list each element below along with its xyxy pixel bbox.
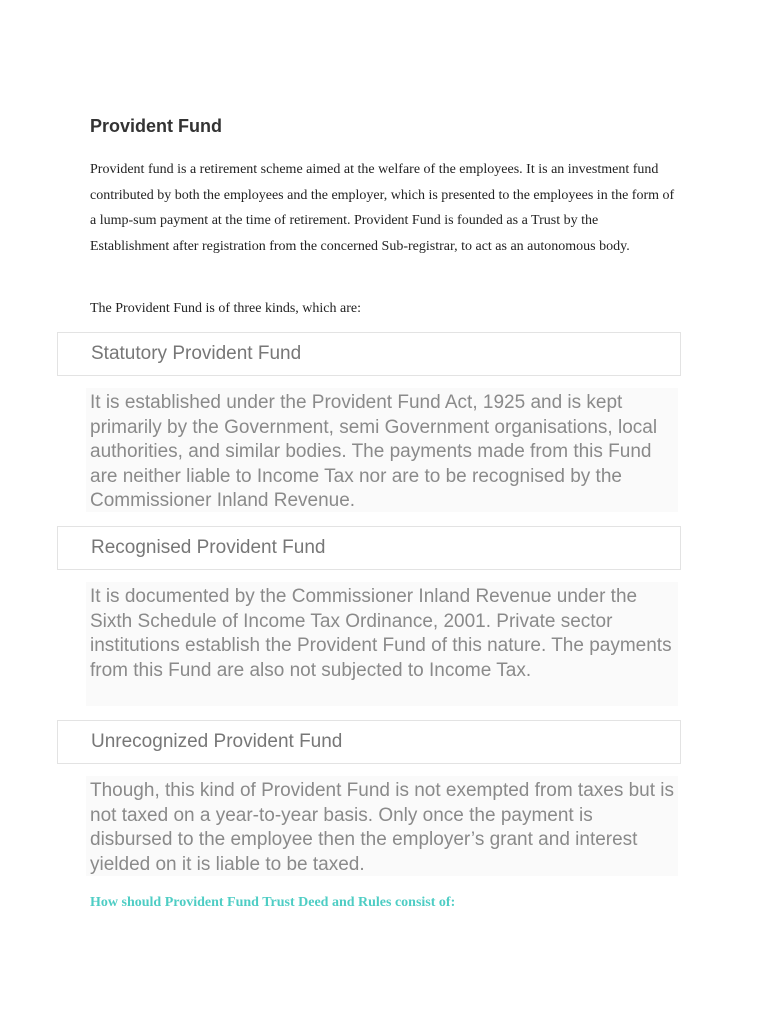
kinds-intro-text: The Provident Fund is of three kinds, which are:	[90, 301, 362, 316]
kind-body-recognised: It is documented by the Commissioner Inland Revenue under the Sixth Schedule of Income Tax Ordinance, 2001. Private sector institutions establish the Provident Fund of this nature. The payments from this Fund are also not subjected to Income Tax.	[86, 582, 678, 706]
kind-header-statutory[interactable]	[57, 332, 681, 376]
kind-body-unrecognized: Though, this kind of Provident Fund is not exempted from taxes but is not taxed on a year-to-year basis. Only once the payment is disbursed to the employee then the employer’s grant and interest yielded on it is liable to be taxed.	[86, 776, 678, 876]
trust-deed-heading-link[interactable]: How should Provident Fund Trust Deed and Rules consist of:	[90, 895, 456, 910]
kind-heading-recognised: Recognised Provident Fund	[91, 537, 326, 558]
intro-paragraph: Provident fund is a retirement scheme aimed at the welfare of the employees. It is an investment fund contributed by both the employees and the employer, which is presented to the employees in the form of a lump-sum payment at the time of retirement. Provident Fund is founded as a Trust by the Establishment after registration from the concerned Sub-registrar, to act as an autonomous body.	[90, 162, 675, 254]
kind-heading-unrecognized: Unrecognized Provident Fund	[91, 731, 343, 752]
kind-header-recognised[interactable]	[57, 526, 681, 570]
kind-body-statutory: It is established under the Provident Fund Act, 1925 and is kept primarily by the Government, semi Government organisations, local authorities, and similar bodies. The payments made from this Fund are neither liable to Income Tax nor are to be recognised by the Commissioner Inland Revenue.	[86, 388, 678, 512]
page-title: Provident Fund	[90, 116, 222, 136]
kind-header-unrecognized[interactable]	[57, 720, 681, 764]
kind-heading-statutory: Statutory Provident Fund	[91, 343, 302, 364]
